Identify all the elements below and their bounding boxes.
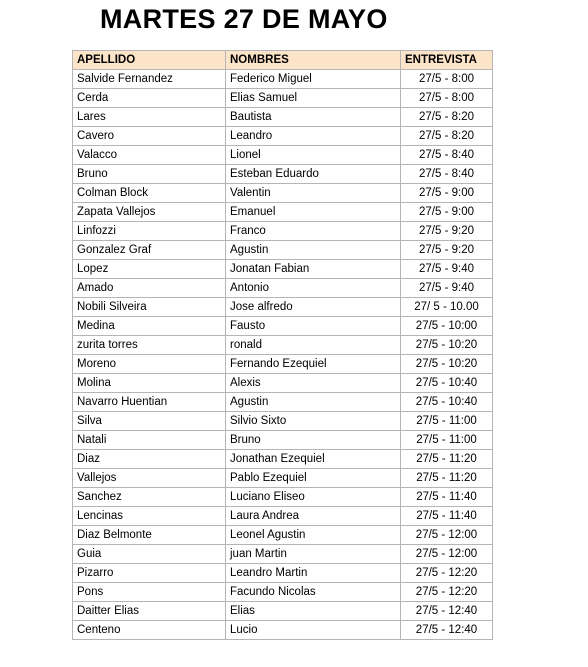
cell-apellido: Zapata Vallejos — [73, 203, 226, 222]
cell-apellido: Medina — [73, 317, 226, 336]
cell-entrevista: 27/5 - 11:20 — [401, 450, 493, 469]
cell-entrevista: 27/5 - 8:40 — [401, 146, 493, 165]
cell-nombres: Jonatan Fabian — [226, 260, 401, 279]
cell-apellido: Lopez — [73, 260, 226, 279]
cell-nombres: Jose alfredo — [226, 298, 401, 317]
interview-schedule-table — [72, 50, 493, 640]
cell-nombres: Fausto — [226, 317, 401, 336]
table-row — [73, 70, 493, 89]
cell-nombres: Alexis — [226, 374, 401, 393]
table-row — [73, 241, 493, 260]
cell-nombres: Elias — [226, 602, 401, 621]
cell-entrevista: 27/5 - 10:40 — [401, 374, 493, 393]
table-row — [73, 488, 493, 507]
cell-nombres: Agustin — [226, 241, 401, 260]
cell-nombres: Facundo Nicolas — [226, 583, 401, 602]
cell-entrevista: 27/5 - 8:00 — [401, 89, 493, 108]
column-header-nombres: NOMBRES — [226, 51, 401, 70]
cell-entrevista: 27/5 - 12:40 — [401, 621, 493, 640]
table-row — [73, 89, 493, 108]
cell-nombres: Fernando Ezequiel — [226, 355, 401, 374]
table-row — [73, 127, 493, 146]
cell-apellido: Daitter Elias — [73, 602, 226, 621]
cell-apellido: Diaz — [73, 450, 226, 469]
cell-apellido: Natali — [73, 431, 226, 450]
cell-apellido: Bruno — [73, 165, 226, 184]
cell-entrevista: 27/ 5 - 10.00 — [401, 298, 493, 317]
table-row — [73, 412, 493, 431]
cell-apellido: Cerda — [73, 89, 226, 108]
cell-apellido: Lencinas — [73, 507, 226, 526]
cell-apellido: Pons — [73, 583, 226, 602]
cell-entrevista: 27/5 - 10:20 — [401, 355, 493, 374]
table-row — [73, 621, 493, 640]
table-row — [73, 545, 493, 564]
table-row — [73, 184, 493, 203]
table-header-row — [73, 51, 493, 70]
cell-entrevista: 27/5 - 8:00 — [401, 70, 493, 89]
table-row — [73, 355, 493, 374]
table-row — [73, 298, 493, 317]
cell-entrevista: 27/5 - 12:20 — [401, 583, 493, 602]
table-row — [73, 260, 493, 279]
cell-entrevista: 27/5 - 9:20 — [401, 222, 493, 241]
table-row — [73, 469, 493, 488]
cell-nombres: Jonathan Ezequiel — [226, 450, 401, 469]
cell-apellido: Molina — [73, 374, 226, 393]
table-row — [73, 564, 493, 583]
cell-nombres: Laura Andrea — [226, 507, 401, 526]
cell-entrevista: 27/5 - 12:40 — [401, 602, 493, 621]
cell-entrevista: 27/5 - 9:20 — [401, 241, 493, 260]
cell-entrevista: 27/5 - 11:20 — [401, 469, 493, 488]
page-title: MARTES 27 DE MAYO — [100, 4, 388, 34]
cell-entrevista: 27/5 - 9:40 — [401, 260, 493, 279]
cell-apellido: Navarro Huentian — [73, 393, 226, 412]
cell-entrevista: 27/5 - 12:00 — [401, 545, 493, 564]
cell-nombres: Esteban Eduardo — [226, 165, 401, 184]
cell-apellido: Lares — [73, 108, 226, 127]
cell-apellido: Vallejos — [73, 469, 226, 488]
cell-nombres: Lucio — [226, 621, 401, 640]
table-row — [73, 317, 493, 336]
table-row — [73, 431, 493, 450]
cell-entrevista: 27/5 - 8:20 — [401, 127, 493, 146]
table-row — [73, 279, 493, 298]
cell-nombres: Federico Miguel — [226, 70, 401, 89]
cell-nombres: Bautista — [226, 108, 401, 127]
table-row — [73, 165, 493, 184]
column-header-entrevista: ENTREVISTA — [401, 51, 493, 70]
cell-apellido: Sanchez — [73, 488, 226, 507]
cell-apellido: Centeno — [73, 621, 226, 640]
cell-apellido: Moreno — [73, 355, 226, 374]
table-row — [73, 393, 493, 412]
cell-entrevista: 27/5 - 11:40 — [401, 507, 493, 526]
cell-nombres: juan Martin — [226, 545, 401, 564]
cell-nombres: Luciano Eliseo — [226, 488, 401, 507]
table-row — [73, 450, 493, 469]
table-row — [73, 374, 493, 393]
cell-apellido: Amado — [73, 279, 226, 298]
cell-entrevista: 27/5 - 12:20 — [401, 564, 493, 583]
table-row — [73, 507, 493, 526]
cell-nombres: Pablo Ezequiel — [226, 469, 401, 488]
table-row — [73, 222, 493, 241]
cell-apellido: Guia — [73, 545, 226, 564]
table-row — [73, 146, 493, 165]
cell-nombres: Emanuel — [226, 203, 401, 222]
cell-apellido: Diaz Belmonte — [73, 526, 226, 545]
cell-nombres: Lionel — [226, 146, 401, 165]
cell-entrevista: 27/5 - 10:40 — [401, 393, 493, 412]
cell-apellido: Colman Block — [73, 184, 226, 203]
table-row — [73, 602, 493, 621]
cell-entrevista: 27/5 - 11:40 — [401, 488, 493, 507]
cell-apellido: Valacco — [73, 146, 226, 165]
cell-apellido: Salvide Fernandez — [73, 70, 226, 89]
cell-apellido: Linfozzi — [73, 222, 226, 241]
cell-entrevista: 27/5 - 12:00 — [401, 526, 493, 545]
cell-entrevista: 27/5 - 10:20 — [401, 336, 493, 355]
cell-nombres: Valentin — [226, 184, 401, 203]
cell-entrevista: 27/5 - 11:00 — [401, 431, 493, 450]
table-row — [73, 583, 493, 602]
cell-apellido: Gonzalez Graf — [73, 241, 226, 260]
cell-nombres: Elias Samuel — [226, 89, 401, 108]
cell-nombres: Antonio — [226, 279, 401, 298]
table-row — [73, 336, 493, 355]
cell-apellido: Silva — [73, 412, 226, 431]
cell-nombres: ronald — [226, 336, 401, 355]
cell-nombres: Bruno — [226, 431, 401, 450]
cell-nombres: Franco — [226, 222, 401, 241]
table-row — [73, 526, 493, 545]
cell-entrevista: 27/5 - 9:40 — [401, 279, 493, 298]
cell-entrevista: 27/5 - 9:00 — [401, 184, 493, 203]
cell-entrevista: 27/5 - 10:00 — [401, 317, 493, 336]
cell-nombres: Leonel Agustin — [226, 526, 401, 545]
table-body — [73, 70, 493, 640]
cell-nombres: Leandro — [226, 127, 401, 146]
column-header-apellido: APELLIDO — [73, 51, 226, 70]
cell-apellido: Nobili Silveira — [73, 298, 226, 317]
table-row — [73, 203, 493, 222]
cell-apellido: Pizarro — [73, 564, 226, 583]
cell-entrevista: 27/5 - 8:40 — [401, 165, 493, 184]
cell-nombres: Leandro Martin — [226, 564, 401, 583]
cell-entrevista: 27/5 - 11:00 — [401, 412, 493, 431]
cell-nombres: Silvio Sixto — [226, 412, 401, 431]
cell-apellido: zurita torres — [73, 336, 226, 355]
cell-apellido: Cavero — [73, 127, 226, 146]
cell-nombres: Agustin — [226, 393, 401, 412]
cell-entrevista: 27/5 - 8:20 — [401, 108, 493, 127]
cell-entrevista: 27/5 - 9:00 — [401, 203, 493, 222]
table-row — [73, 108, 493, 127]
